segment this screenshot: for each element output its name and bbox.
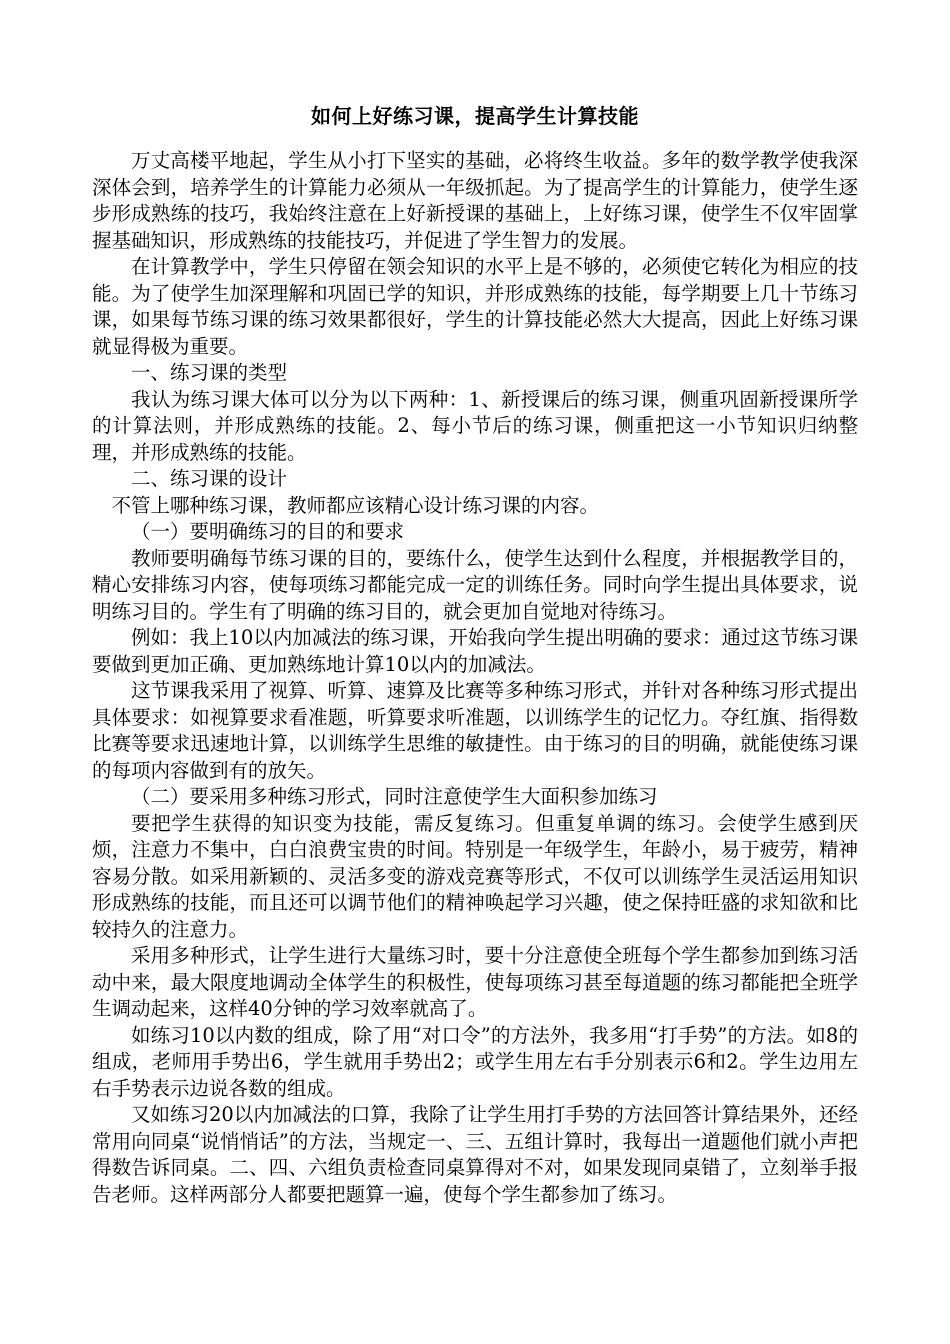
paragraph-participation: 采用多种形式，让学生进行大量练习时，要十分注意使全班每个学生都参加到练习活动中来，最大限度地调动全体学生的积极性，使每项练习甚至每道题的练习都能把全班学生调动起来，这样40分钟的学习效率就高了。 [92, 944, 858, 1020]
paragraph-design-intro: 不管上哪种练习课，教师都应该精心设计练习课的内容。 [111, 493, 600, 517]
paragraph-importance: 在计算教学中，学生只停留在领会知识的水平上是不够的，必须使它转化为相应的技能。为了使学生加深理解和巩固已学的知识，并形成熟练的技能，每学期要上几十节练习课，如果每节练习课的练习效果都很好，学生的计算技能必然大大提高，因此上好练习课就显得极为重要。 [92, 255, 858, 358]
subsection-heading-variety: （二）要采用多种练习形式，同时注意使学生大面积参加练习 [131, 785, 658, 808]
paragraph-gestures: 如练习10以内数的组成，除了用“对口令”的方法外，我多用“打手势”的方法。如8的组成，老师用手势出6，学生就用手势出2；或学生用左右手分别表示6和2。学生边用左右手势表示边说各数的组成。 [92, 1023, 858, 1100]
paragraph-example: 例如：我上10以内加减法的练习课，开始我向学生提出明确的要求：通过这节练习课要做到更加正确、更加熟练地计算10以内的加减法。 [92, 626, 858, 676]
section-heading-types: 一、练习课的类型 [131, 361, 288, 384]
paragraph-intro: 万丈高楼平地起，学生从小打下坚实的基础，必将终生收益。多年的数学教学使我深深体会到，培养学生的计算能力必须从一年级抓起。为了提高学生的计算能力，使学生逐步形成熟练的技巧，我始终注意在上好新授课的基础上，上好练习课，使学生不仅牢固掌握基础知识，形成熟练的技能技巧，并促进了学生智力的发展。 [92, 149, 858, 252]
paragraph-types: 我认为练习课大体可以分为以下两种：1、新授课后的练习课，侧重巩固新授课所学的计算法则，并形成熟练的技能。2、每小节后的练习课，侧重把这一小节知识归纳整理，并形成熟练的技能。 [92, 387, 858, 464]
document-body [92, 148, 858, 1208]
paragraph-whisper: 又如练习20以内加减法的口算，我除了让学生用打手势的方法回答计算结果外，还经常用向同桌“说悄悄话”的方法，当规定一、三、五组计算时，我每出一道题他们就小声把得数告诉同桌。二、四、六组负责检查同桌算得对不对，如果发现同桌错了，立刻举手报告老师。这样两部分人都要把题算一遍，使每个学生都参加了练习。 [92, 1103, 858, 1206]
paragraph-forms: 这节课我采用了视算、听算、速算及比赛等多种练习形式，并针对各种练习形式提出具体要求：如视算要求看准题，听算要求听准题，以训练学生的记忆力。夺红旗、指得数比赛等要求迅速地计算，以训练学生思维的敏捷性。由于练习的目的明确，就能使练习课的每项内容做到有的放矢。 [92, 679, 858, 782]
paragraph-goals: 教师要明确每节练习课的目的，要练什么，使学生达到什么程度，并根据教学目的，精心安排练习内容，使每项练习都能完成一定的训练任务。同时向学生提出具体要求，说明练习目的。学生有了明确的练习目的，就会更加自觉地对待练习。 [92, 546, 858, 623]
paragraph-variety: 要把学生获得的知识变为技能，需反复练习。但重复单调的练习。会使学生感到厌烦，注意力不集中，白白浪费宝贵的时间。特别是一年级学生，年龄小，易于疲劳，精神容易分散。如采用新颖的、灵活多变的游戏竞赛等形式，不仅可以训练学生灵活运用知识形成熟练的技能，而且还可以调节他们的精神唤起学习兴趣，使之保持旺盛的求知欲和比较持久的注意力。 [92, 811, 858, 941]
subsection-heading-goals: （一）要明确练习的目的和要求 [131, 520, 405, 543]
document-title: 如何上好练习课，提高学生计算技能 [311, 104, 639, 128]
section-heading-design: 二、练习课的设计 [131, 467, 288, 490]
